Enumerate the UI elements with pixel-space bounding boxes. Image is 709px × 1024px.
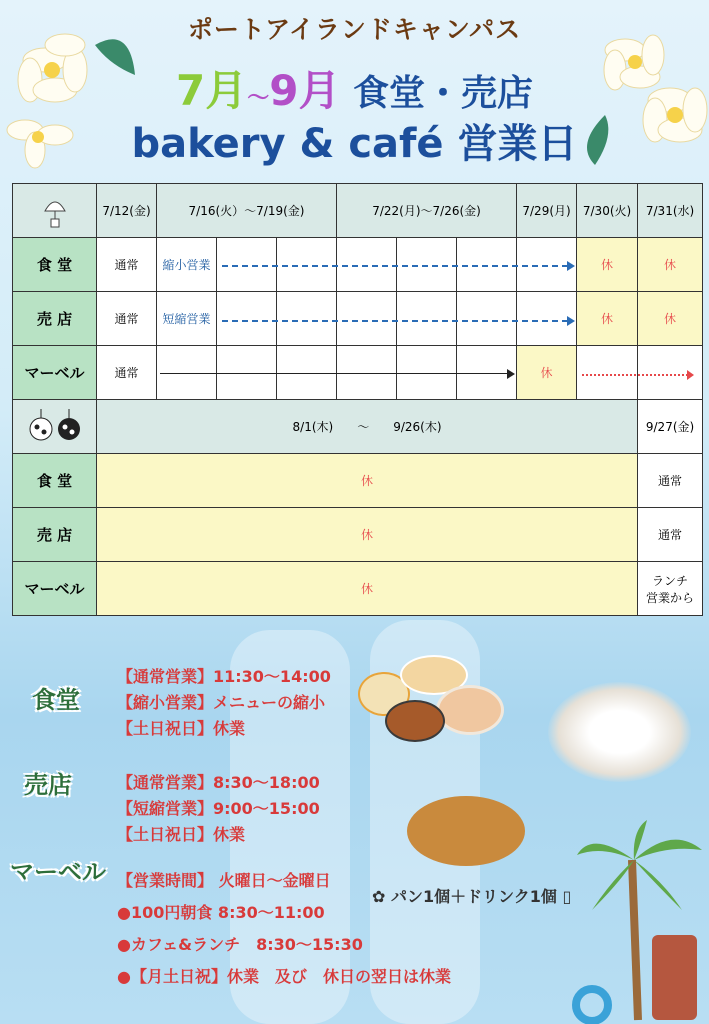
- arrowhead-icon: [567, 261, 575, 271]
- page-subtitle: [0, 58, 709, 118]
- shokudo-section-label: 食堂: [32, 686, 80, 714]
- info-line: 【土日祝日】休業: [117, 719, 246, 738]
- table-row: [13, 292, 703, 346]
- info-line: 【通常営業】11:30〜14:00: [117, 667, 331, 686]
- table-row: [13, 454, 703, 508]
- bread-icon: ✿: [372, 887, 386, 906]
- status-line: ランチ: [652, 573, 689, 588]
- wind-chime-icon: [13, 400, 97, 454]
- pan-drink-text: パン1個＋ドリンク1個: [390, 887, 557, 906]
- row-label: 売 店: [13, 292, 97, 346]
- status-cell: 通常: [638, 508, 703, 562]
- row-label: 食 堂: [13, 454, 97, 508]
- row-label: マーベル: [13, 346, 97, 400]
- status-cell: 通常: [97, 238, 157, 292]
- row-label: 売 店: [13, 508, 97, 562]
- continuation-arrow: [222, 320, 568, 322]
- info-line: ●カフェ&ランチ 8:30〜15:30: [117, 935, 363, 954]
- date-header: 7/12(金): [97, 184, 157, 238]
- subtitle-text: 食堂・売店: [353, 73, 534, 114]
- status-line: 営業から: [646, 590, 695, 605]
- status-cell: 通常: [638, 454, 703, 508]
- date-header: 7/31(水): [638, 184, 703, 238]
- date-header: 7/30(火): [577, 184, 638, 238]
- status-cell: 通常: [97, 346, 157, 400]
- table-row: [13, 562, 703, 616]
- continuation-arrow: [582, 374, 688, 376]
- date-header: 9/27(金): [638, 400, 703, 454]
- shokudo-info: [117, 664, 331, 742]
- tilde: 〜: [247, 86, 270, 111]
- table-row: [13, 508, 703, 562]
- food-plate-image: [385, 700, 445, 742]
- closed-cell: 休: [577, 238, 638, 292]
- date-header: 7/22(月)〜7/26(金): [337, 184, 517, 238]
- wind-chime-icon: [13, 184, 97, 238]
- info-line: 【土日祝日】休業: [117, 825, 246, 844]
- info-line: 【縮小営業】メニューの縮小: [117, 693, 326, 712]
- status-cell: 通常: [97, 292, 157, 346]
- month-to: 9月: [269, 66, 341, 115]
- baiten-info: [117, 770, 320, 848]
- info-line: 【短縮営業】9:00〜15:00: [117, 799, 320, 818]
- closed-cell: 休: [517, 346, 577, 400]
- closed-cell: 休: [577, 292, 638, 346]
- drink-icon: ▯: [562, 887, 572, 906]
- bakery-basket-image: [407, 796, 525, 866]
- closed-cell: 休: [638, 292, 703, 346]
- arrowhead-icon: [567, 316, 575, 326]
- palm-tree-icon: [572, 820, 709, 1024]
- info-line: 【通常営業】8:30〜18:00: [117, 773, 320, 792]
- row-label: 食 堂: [13, 238, 97, 292]
- closed-cell: 休: [97, 508, 638, 562]
- food-plate-image: [436, 685, 504, 735]
- pan-drink-badge: [372, 884, 571, 907]
- page-subtitle-2: bakery & café 営業日: [131, 121, 578, 167]
- closed-cell: 休: [97, 562, 638, 616]
- page-title: ポートアイランドキャンパス: [187, 15, 522, 44]
- arrowhead-icon: [507, 369, 515, 379]
- arrowhead-icon: [687, 370, 694, 380]
- month-from: 7月: [175, 66, 248, 115]
- date-header: 7/16(火）〜7/19(金): [157, 184, 337, 238]
- status-cell: [638, 562, 703, 616]
- date-header: 7/29(月): [517, 184, 577, 238]
- closed-cell: 休: [638, 238, 703, 292]
- table-row: [13, 400, 703, 454]
- cafeteria-room-image: [548, 682, 691, 782]
- info-line: 【営業時間】 火曜日〜金曜日: [117, 871, 331, 890]
- marvel-section-label: マーベル: [10, 858, 106, 886]
- status-cell: 縮小営業: [157, 238, 217, 292]
- row-label: マーベル: [13, 562, 97, 616]
- closed-cell: 休: [97, 454, 638, 508]
- continuation-arrow: [222, 265, 568, 267]
- status-cell: 短縮営業: [157, 292, 217, 346]
- period-header: 8/1(木) 〜 9/26(木): [97, 400, 638, 454]
- table-row: [13, 184, 703, 238]
- info-line: ●100円朝食 8:30〜11:00: [117, 903, 325, 922]
- info-line: ●【月土日祝】休業 及び 休日の翌日は休業: [117, 967, 451, 986]
- continuation-arrow: [160, 373, 508, 374]
- baiten-section-label: 売店: [24, 771, 72, 799]
- schedule-table: [12, 183, 703, 616]
